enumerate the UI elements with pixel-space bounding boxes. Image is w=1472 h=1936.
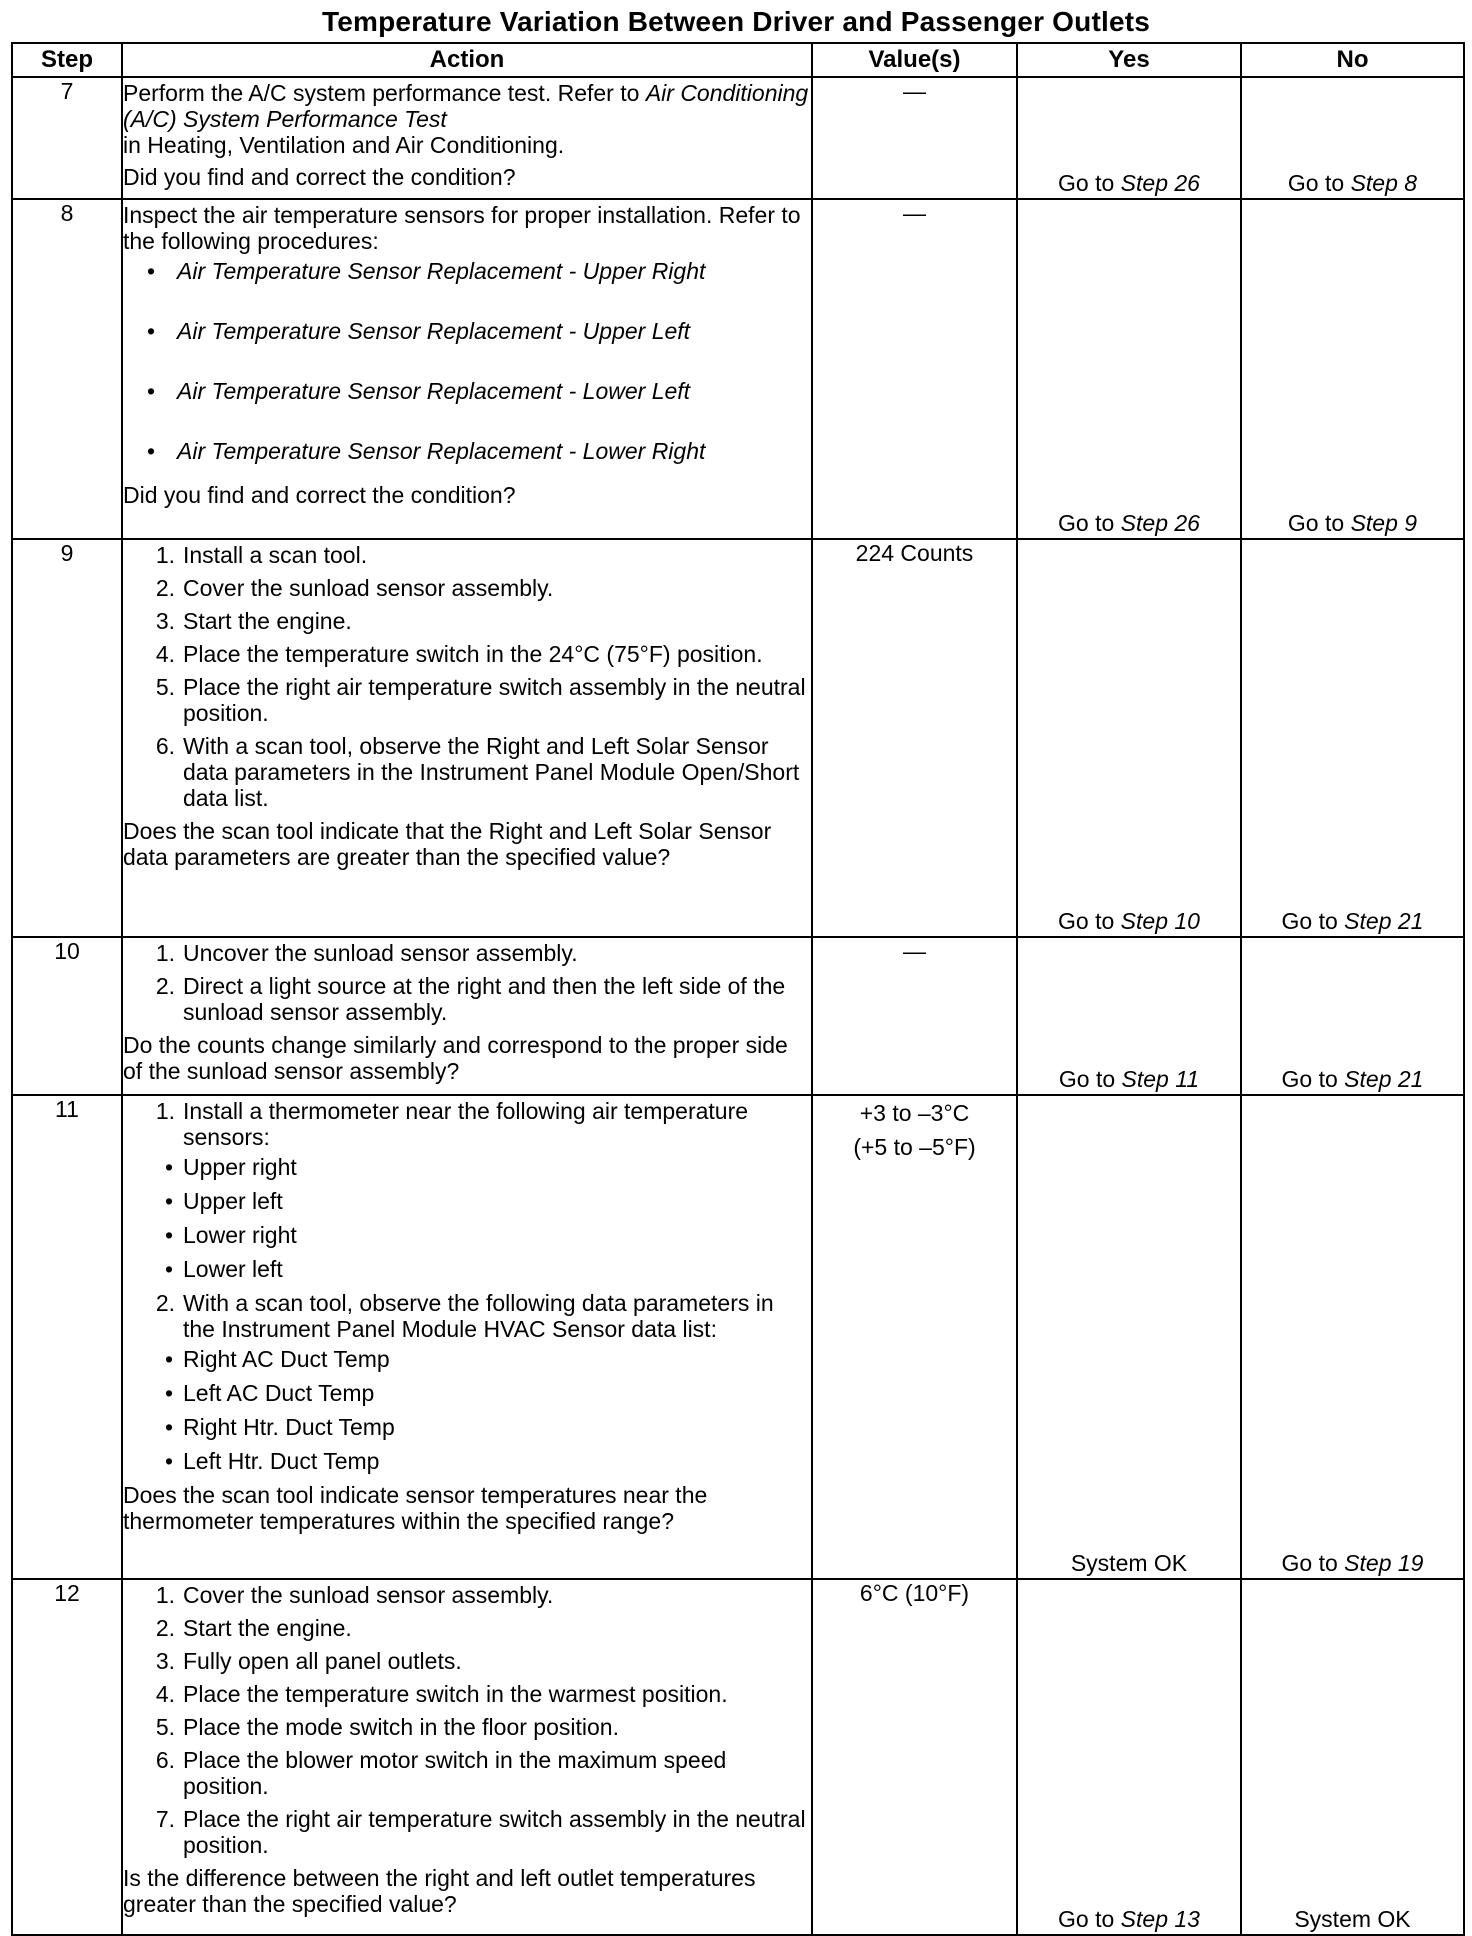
list-item: • Left Htr. Duct Temp — [165, 1448, 380, 1474]
header-action: Action — [122, 43, 812, 77]
list-item: • Upper left — [165, 1188, 283, 1214]
no-cell — [1241, 1095, 1464, 1579]
list-item: • Air Temperature Sensor Replacement - Lower Right — [147, 438, 706, 464]
step-list — [123, 940, 811, 1025]
yes-cell — [1017, 77, 1241, 199]
list-item: • Air Temperature Sensor Replacement - Upper Right — [147, 258, 706, 284]
sensor-list — [131, 1154, 811, 1282]
table-title: Temperature Variation Between Driver and Passenger Outlets — [321, 6, 1151, 37]
value-celsius: +3 to –3°C — [859, 1100, 970, 1126]
no-cell — [1241, 199, 1464, 539]
goto-label: Go to — [1058, 1906, 1121, 1932]
action-question: Did you find and correct the condition? — [123, 164, 516, 190]
action-question: Does the scan tool indicate sensor temperatures near the thermometer temperatures within the specified range? — [123, 1482, 708, 1534]
list-item: 2. Direct a light source at the right and then the left side of the sunload sensor assembly. — [155, 973, 786, 1025]
step-list — [123, 1098, 811, 1474]
no-cell — [1241, 77, 1464, 199]
step-link: Step 11 — [1121, 1066, 1200, 1092]
table-row — [12, 539, 1464, 937]
list-item: 1. Install a scan tool. — [155, 542, 368, 568]
table-row — [12, 1095, 1464, 1579]
action-text: Perform the A/C system performance test. Refer to — [123, 80, 646, 106]
value-cell — [812, 1095, 1017, 1579]
goto-label: Go to — [1287, 170, 1351, 196]
header-yes: Yes — [1017, 43, 1241, 77]
list-item: 5. Place the mode switch in the floor position. — [155, 1714, 619, 1740]
goto-label: Go to — [1058, 510, 1121, 536]
no-cell — [1241, 937, 1464, 1095]
list-item: 5. Place the right air temperature switch assembly in the neutral position. — [155, 674, 806, 726]
yes-cell — [1017, 1095, 1241, 1579]
value-cell: — — [812, 937, 1017, 1095]
yes-cell — [1017, 539, 1241, 937]
yes-cell — [1017, 199, 1241, 539]
header-values: Value(s) — [812, 43, 1017, 77]
list-item: 1. Uncover the sunload sensor assembly. — [155, 940, 578, 966]
yes-cell — [1017, 1579, 1241, 1935]
header-step: Step — [12, 43, 122, 77]
action-cell — [122, 539, 812, 937]
step-link: Step 9 — [1350, 510, 1418, 536]
table-row — [12, 937, 1464, 1095]
action-cell — [122, 937, 812, 1095]
step-link: Step 21 — [1344, 908, 1424, 934]
value-cell: 6°C (10°F) — [812, 1579, 1017, 1935]
yes-cell — [1017, 937, 1241, 1095]
value-cell: — — [812, 77, 1017, 199]
step-number: 8 — [12, 199, 122, 539]
step-link: Step 10 — [1120, 908, 1200, 934]
list-item: 2. Cover the sunload sensor assembly. — [155, 575, 554, 601]
header-no: No — [1241, 43, 1464, 77]
list-item: • Right AC Duct Temp — [165, 1346, 390, 1372]
action-cell — [122, 77, 812, 199]
table-row — [12, 199, 1464, 539]
goto-label: Go to — [1058, 908, 1121, 934]
action-text: Inspect the air temperature sensors for proper installation. Refer to the following procedures: — [123, 202, 801, 254]
table-row — [12, 1579, 1464, 1935]
list-item: 1. Install a thermometer near the following air temperature sensors: • Upper right • Upper left • Lower right • Lower left — [123, 1098, 811, 1282]
list-item: • Right Htr. Duct Temp — [165, 1414, 395, 1440]
header-row — [12, 43, 1464, 77]
diagnostic-table — [11, 42, 1465, 1936]
list-item: • Upper right — [165, 1154, 297, 1180]
list-item: 7. Place the right air temperature switch assembly in the neutral position. — [155, 1806, 806, 1858]
step-number: 9 — [12, 539, 122, 937]
step-number: 12 — [12, 1579, 122, 1935]
value-fahrenheit: (+5 to –5°F) — [853, 1134, 976, 1160]
action-cell — [122, 1095, 812, 1579]
list-item: 1. Cover the sunload sensor assembly. — [155, 1582, 554, 1608]
no-cell — [1241, 539, 1464, 937]
step-link: Step 19 — [1344, 1550, 1424, 1576]
step-link: Step 8 — [1350, 170, 1418, 196]
list-item: 4. Place the temperature switch in the warmest position. — [155, 1681, 728, 1707]
list-item: • Air Temperature Sensor Replacement - Lower Left — [147, 378, 691, 404]
list-item: • Air Temperature Sensor Replacement - Upper Left — [147, 318, 691, 344]
list-item: 4. Place the temperature switch in the 24°C (75°F) position. — [155, 641, 763, 667]
parameter-list — [131, 1346, 811, 1474]
action-question: Is the difference between the right and left outlet temperatures greater than the specified value? — [123, 1865, 756, 1917]
list-item: 6. Place the blower motor switch in the maximum speed position. — [155, 1747, 727, 1799]
list-item: 2. With a scan tool, observe the following data parameters in the Instrument Panel Module HVAC Sensor data list: • Right AC Duct Temp • Left AC Duct Temp • Right Htr. Duct Temp • Left Htr. Duct Temp — [123, 1290, 811, 1474]
procedure-list — [123, 258, 811, 464]
action-question: Do the counts change similarly and correspond to the proper side of the sunload sensor assembly? — [123, 1032, 788, 1084]
step-link: Step 26 — [1120, 510, 1200, 536]
table-row — [12, 77, 1464, 199]
value-cell: — — [812, 199, 1017, 539]
step-number: 10 — [12, 937, 122, 1095]
action-reference: Air Conditioning (A/C) System Performance Test — [123, 80, 809, 132]
result-text: System OK — [1294, 1906, 1411, 1932]
step-list — [123, 542, 811, 811]
goto-label: Go to — [1058, 170, 1121, 196]
step-number: 7 — [12, 77, 122, 199]
action-question: Does the scan tool indicate that the Right and Left Solar Sensor data parameters are greater than the specified value? — [123, 818, 772, 870]
action-question: Did you find and correct the condition? — [123, 482, 516, 508]
action-cell — [122, 1579, 812, 1935]
list-item: 6. With a scan tool, observe the Right and Left Solar Sensor data parameters in the Instrument Panel Module Open/Short data list. — [155, 733, 800, 811]
list-item: • Left AC Duct Temp — [165, 1380, 375, 1406]
list-item: 2. Start the engine. — [155, 1615, 352, 1641]
step-link: Step 26 — [1120, 170, 1200, 196]
goto-label: Go to — [1287, 510, 1351, 536]
list-item: • Lower right — [165, 1222, 297, 1248]
goto-label: Go to — [1281, 1066, 1345, 1092]
step-link: Step 13 — [1120, 1906, 1200, 1932]
list-item: 3. Fully open all panel outlets. — [155, 1648, 462, 1674]
list-item: 3. Start the engine. — [155, 608, 352, 634]
value-cell: 224 Counts — [812, 539, 1017, 937]
list-item: • Lower left — [165, 1256, 283, 1282]
goto-label: Go to — [1281, 1550, 1345, 1576]
action-text: in Heating, Ventilation and Air Conditioning. — [123, 132, 565, 158]
step-link: Step 21 — [1344, 1066, 1424, 1092]
step-list — [123, 1582, 811, 1858]
action-cell — [122, 199, 812, 539]
step-number: 11 — [12, 1095, 122, 1579]
goto-label: Go to — [1058, 1066, 1122, 1092]
no-cell — [1241, 1579, 1464, 1935]
result-text: System OK — [1070, 1550, 1188, 1576]
goto-label: Go to — [1281, 908, 1345, 934]
